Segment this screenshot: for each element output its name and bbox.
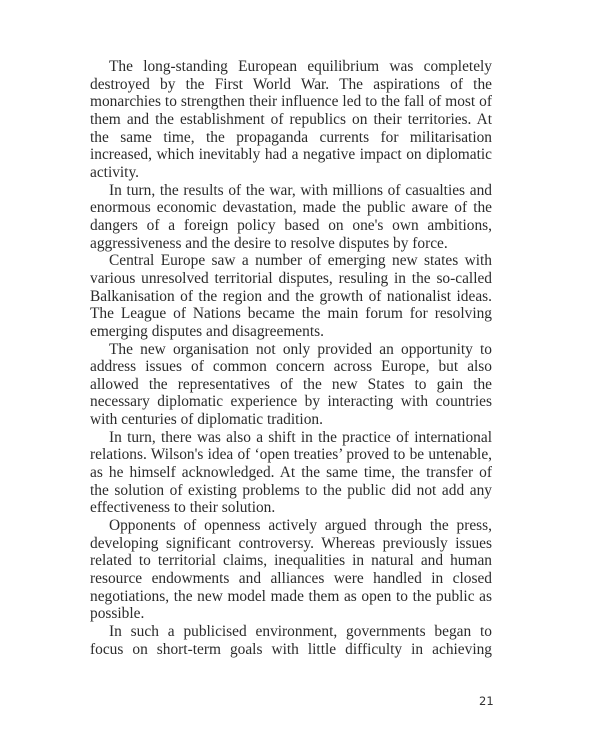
page-number: 21 bbox=[479, 694, 494, 708]
paragraph-6: Opponents of openness actively argued through the press, developing significant controversy. Whereas previously issues related to territorial claims, inequalities in natural and human resource endowments and alliances were handled in closed negotiations, the new model made them as open to the public as possible. bbox=[90, 517, 492, 623]
paragraph-5: In turn, there was also a shift in the practice of international relations. Wilson's idea of ‘open treaties’ proved to be untenable, as he himself acknowledged. At the same time, the transfer of the solution of existing problems to the public did not add any effectiveness to their solution. bbox=[90, 428, 492, 517]
body-text bbox=[90, 58, 492, 658]
paragraph-1: The long-standing European equilibrium was completely destroyed by the First World War. The aspirations of the monarchies to strengthen their influence led to the fall of most of them and the establishment of republics on their territories. At the same time, the propaganda currents for militarisation increased, which inevitably had a negative impact on diplomatic activity. bbox=[90, 58, 492, 181]
paragraph-4: The new organisation not only provided an opportunity to address issues of common concern across Europe, but also allowed the representatives of the new States to gain the necessary diplomatic experience by interacting with countries with centuries of diplomatic tradition. bbox=[90, 340, 492, 429]
paragraph-3: Central Europe saw a number of emerging new states with various unresolved territorial disputes, resuling in the so-called Balkanisation of the region and the growth of nationalist ideas. The League of Nations became the main forum for resolving emerging disputes and disagreements. bbox=[90, 252, 492, 340]
paragraph-2: In turn, the results of the war, with millions of casualties and enormous economic devastation, made the public aware of the dangers of a foreign policy based on one's own ambitions, aggressiveness and the desire to resolve disputes by force. bbox=[90, 181, 492, 252]
paragraph-7: In such a publicised environment, governments began to focus on short-term goals with little difficulty in achieving bbox=[90, 623, 492, 658]
